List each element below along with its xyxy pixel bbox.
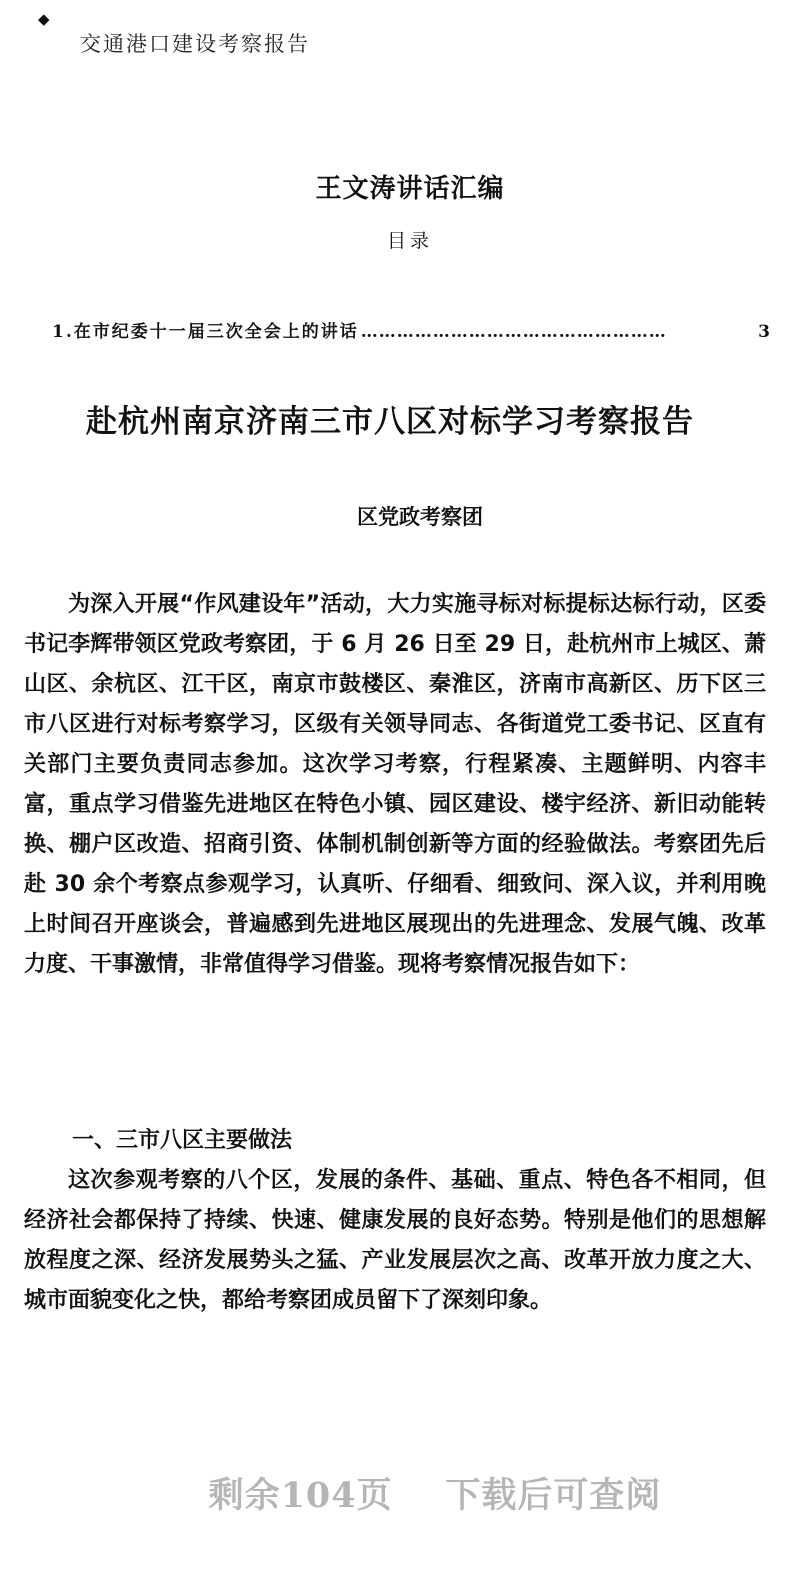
toc-entry[interactable]: [52, 317, 770, 342]
toc-label: 目录: [386, 230, 433, 252]
download-prompt[interactable]: [0, 1468, 800, 1518]
body-paragraph-1: 为深入开展“作风建设年”活动，大力实施寻标对标提标达标行动，区委书记李辉带领区党政考察团，于 6 月 26 日至 29 日，赴杭州市上城区、萧山区、余杭区、江干区，南京市鼓楼区、秦淮区，济南市高新区、历下区三市八区进行对标考察学习，区级有关领导同志、各街道党工委书记、区直有关部门主要负责同志参加。这次学习考察，行程紧凑、主题鲜明、内容丰富，重点学习借鉴先进地区在特色小镇、园区建设、楼宇经济、新旧动能转换、棚户区改造、招商引资、体制机制创新等方面的经验做法。考察团先后赴 30 余个考察点参观学习，认真听、仔细看、细致问、深入议，并利用晚上时间召开座谈会，普遍感到先进地区展现出的先进理念、发展气魄、改革力度、干事激情，非常值得学习借鉴。现将考察情况报告如下：: [24, 592, 766, 977]
body-paragraph-2: 这次参观考察的八个区，发展的条件、基础、重点、特色各不相同，但经济社会都保持了持续、快速、健康发展的良好态势。特别是他们的思想解放程度之深、经济发展势头之猛、产业发展层次之高、改革开放力度之大、城市面貌变化之快，都给考察团成员留下了深刻印象。: [24, 1168, 766, 1313]
toc-entry-page: 3: [758, 322, 770, 342]
compilation-title: 王文涛讲话汇编: [315, 174, 505, 204]
report-title: 赴杭州南京济南三市八区对标学习考察报告: [86, 404, 694, 440]
page-header-text: 交通港口建设考察报告: [80, 32, 310, 56]
download-hint-text: 下载后可查阅: [445, 1475, 662, 1516]
toc-entry-title: 1.在市纪委十一届三次全会上的讲话: [52, 322, 359, 342]
diamond-icon: ◆: [38, 10, 50, 28]
report-author: 区党政考察团: [357, 505, 483, 529]
section-heading-1: 一、三市八区主要做法: [72, 1128, 293, 1153]
remaining-pages-text: 剩余104页: [208, 1475, 393, 1516]
toc-entry-leader: ……………………………………………: [360, 322, 667, 342]
